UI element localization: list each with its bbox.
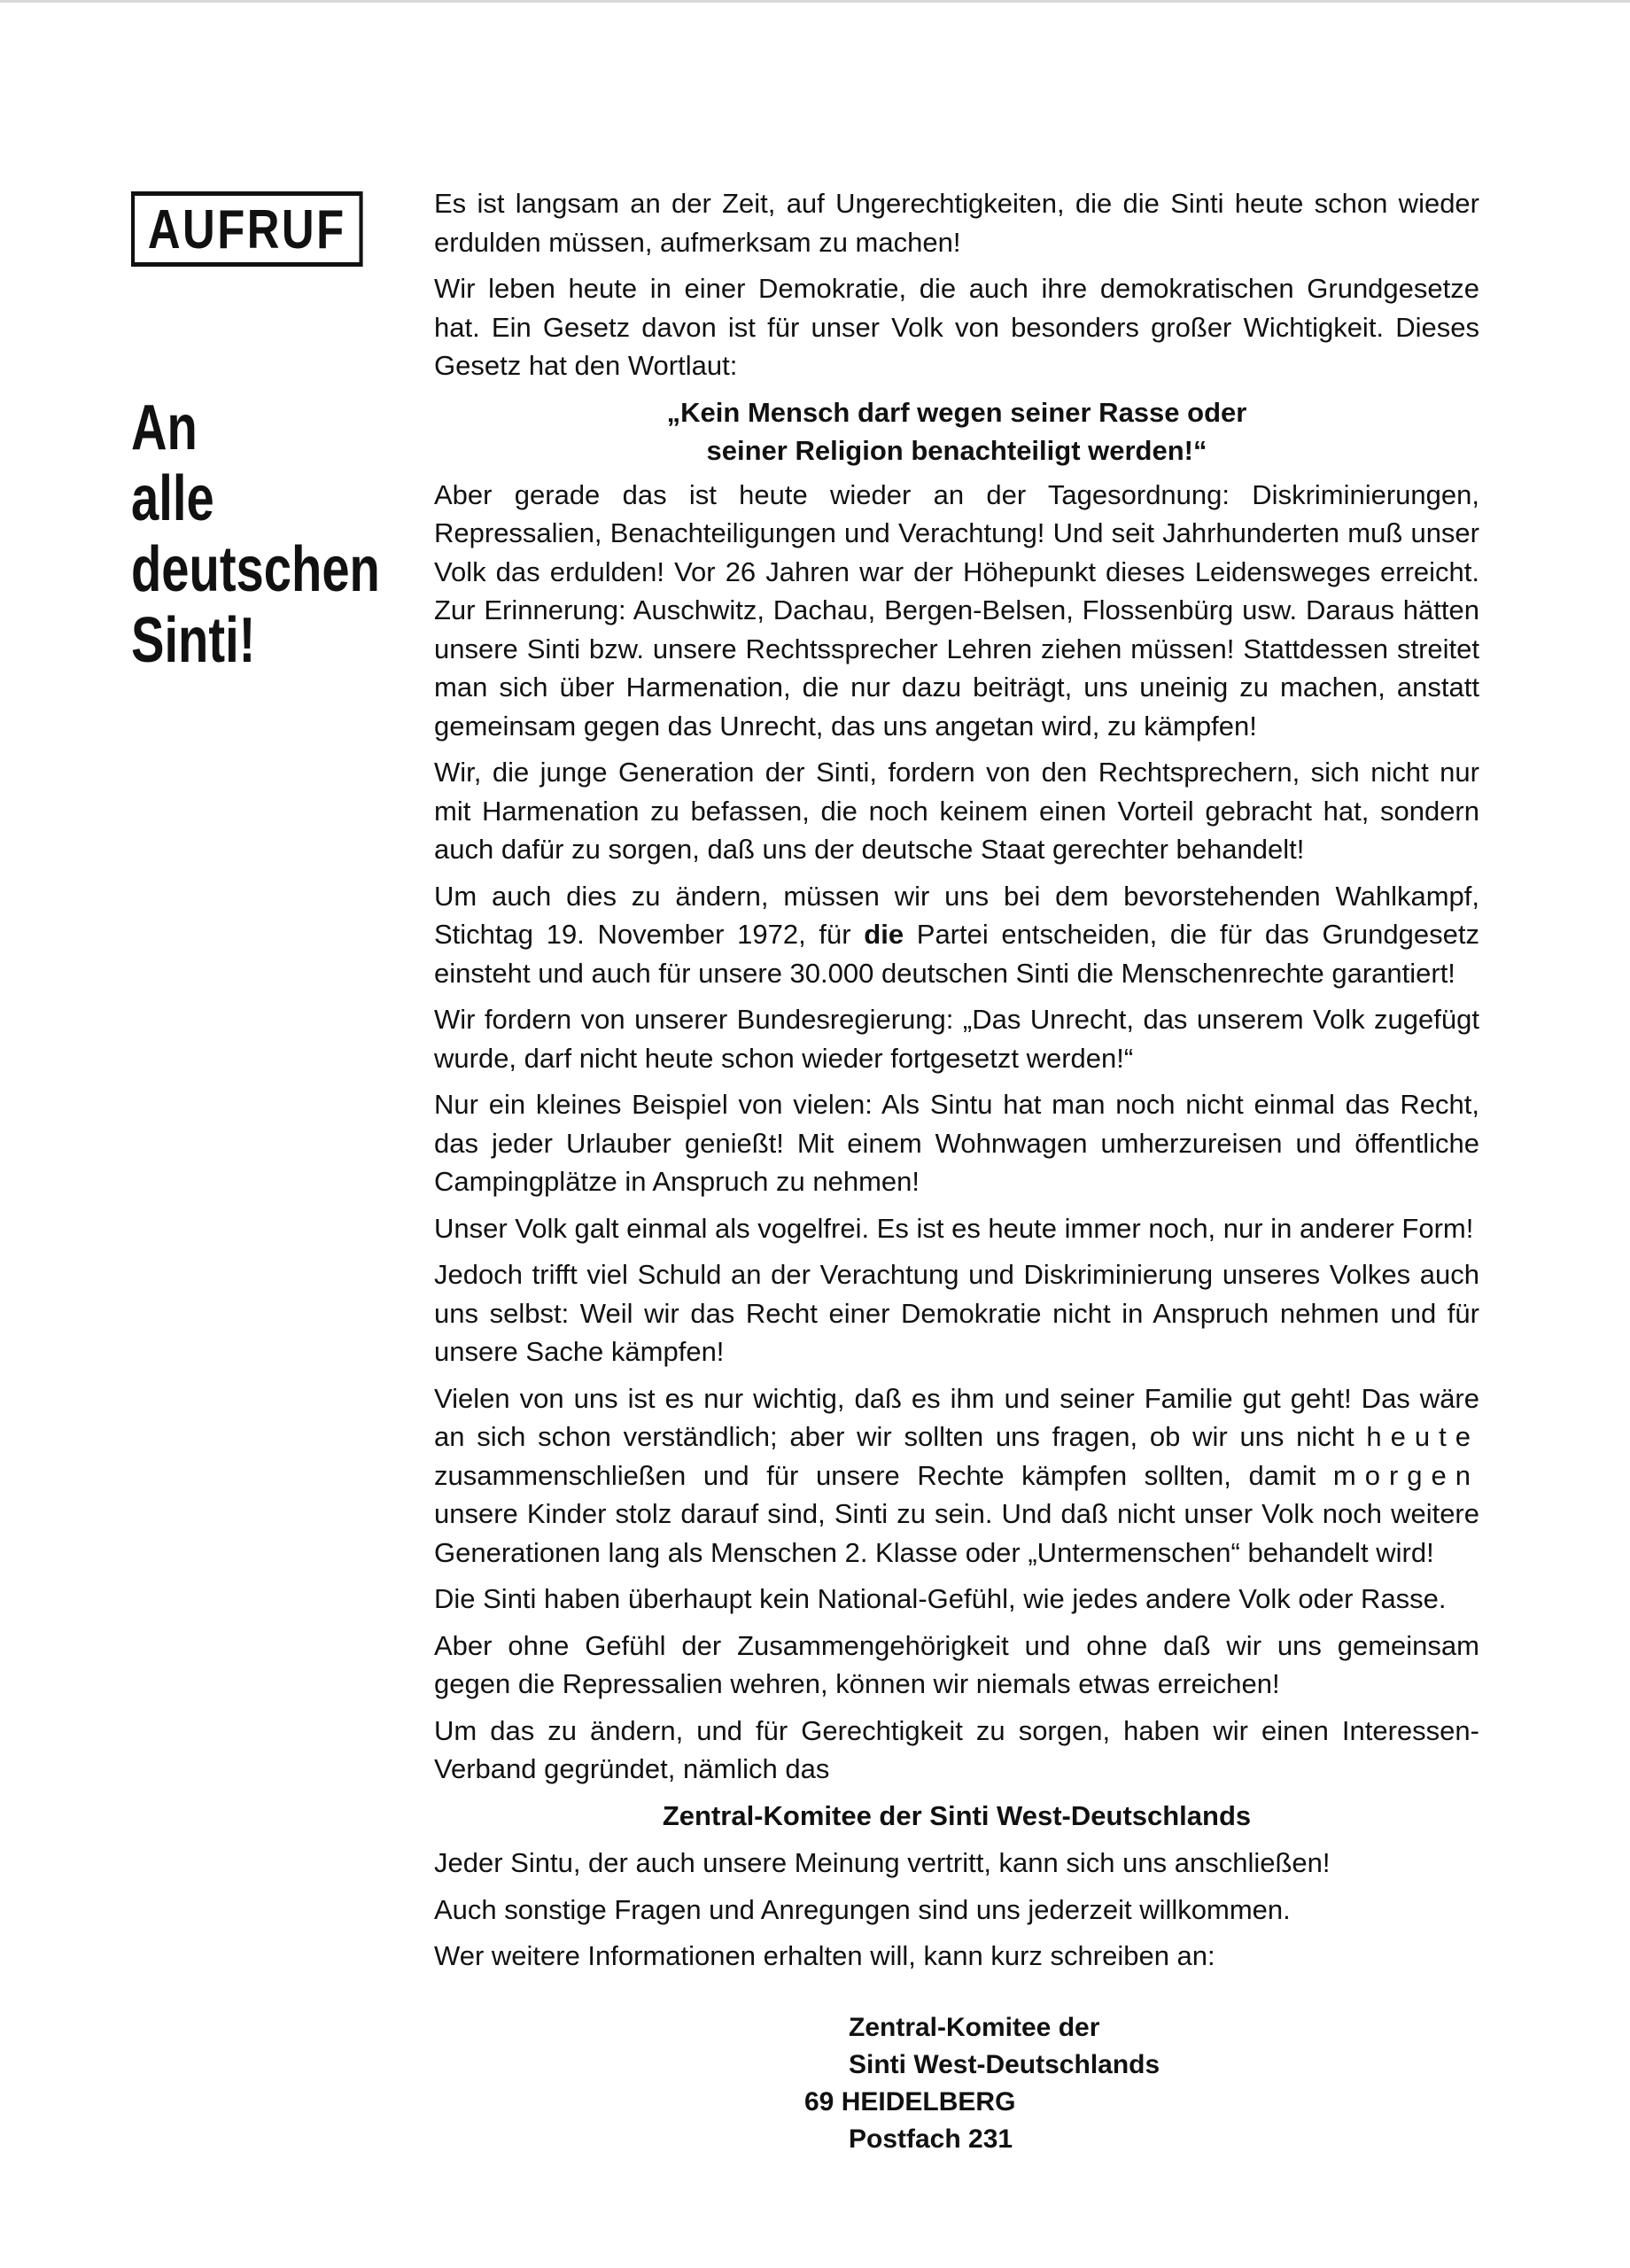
paragraph: Unser Volk galt einmal als vogelfrei. Es ist es heute immer noch, nur in anderer Form! (434, 1212, 1474, 1244)
top-edge-line (0, 0, 1630, 3)
paragraph: Wir leben heute in einer Demokratie, die auch ihre demokratischen Grundgesetze hat. Ein Gesetz davon ist für unser Volk von besonders großer Wichtigkeit. Dieses Gesetz hat den Wortlaut: (434, 273, 1479, 381)
emphasis-die: die (864, 919, 904, 950)
text-run: unsere Kinder stolz darauf sind, Sinti zu sein. Und daß nicht unser Volk noch weitere Generationen lang als Menschen 2. Klasse oder „Untermenschen“ behandelt wird! (434, 1498, 1479, 1568)
appeal-heading (131, 392, 393, 676)
address-city-line (804, 2084, 1160, 2121)
quote-line: „Kein Mensch darf wegen seiner Rasse oder (666, 396, 1247, 428)
paragraph: Wer weitere Informationen erhalten will, kann kurz schreiben an: (434, 1940, 1215, 1971)
paragraph: Die Sinti haben überhaupt kein National-Gefühl, wie jedes andere Volk oder Rasse. (434, 1583, 1447, 1614)
paragraph: Nur ein kleines Beispiel von vielen: Als Sintu hat man noch nicht einmal das Recht, das jeder Urlauber genießt! Mit einem Wohnwagen umherzureisen und öffentliche Campingplätze in Anspruch zu nehmen! (434, 1089, 1479, 1197)
text-run: Vielen von uns ist es nur wichtig, daß es ihm und seiner Familie gut geht! Das wäre an sich schon verständlich; aber wir sollten uns fragen, ob wir uns nicht (434, 1382, 1479, 1452)
emphasis-heute: heute (1366, 1421, 1479, 1452)
paragraph: Aber gerade das ist heute wieder an der Tagesordnung: Diskriminierungen, Repressalien, Benachteiligungen und Verachtung! Und seit Jahrhunderten muß unser Volk das erdulden! Vor 26 Jahren war der Höhepunkt dieses Leidensweges erreicht. Zur Erinnerung: Auschwitz, Dachau, Bergen-Belsen, Flossenbürg usw. Daraus hätten unsere Sinti bzw. unsere Rechtssprecher Lehren ziehen müssen! Stattdessen streitet man sich über Harmenation, die nur dazu beiträgt, uns uneinig zu machen, anstatt gemeinsam gegen das Unrecht, das uns angetan wird, zu kämpfen! (434, 478, 1479, 742)
appeal-line: Sinti! (131, 605, 256, 677)
postcode: 69 (804, 2087, 834, 2117)
organization-name: Zentral-Komitee der Sinti West-Deutschlands (662, 1799, 1252, 1831)
paragraph: Wir, die junge Generation der Sinti, fordern von den Rechtsprechern, sich nicht nur mit Harmenation zu befassen, die noch keinem einen Vorteil gebracht hat, sondern auch dafür zu sorgen, daß uns der deutsche Staat gerechter behandelt! (434, 757, 1479, 865)
sidebar (131, 191, 388, 676)
main-text (434, 184, 1479, 1984)
paragraph: Jedoch trifft viel Schuld an der Verachtung und Diskriminierung unseres Volkes auch uns selbst: Weil wir das Recht einer Demokratie nicht in Anspruch nehmen und für unsere Sache kämpfen! (434, 1259, 1479, 1367)
address-pobox: Postfach 231 (849, 2124, 1013, 2154)
quote-line: seiner Religion benachteiligt werden!“ (706, 435, 1207, 466)
appeal-line: An (131, 392, 198, 464)
paragraph: Es ist langsam an der Zeit, auf Ungerechtigkeiten, die die Sinti heute schon wieder erdulden müssen, aufmerksam zu machen! (434, 188, 1479, 258)
address-line: Zentral-Komitee der (849, 2013, 1100, 2042)
paragraph: Um das zu ändern, und für Gerechtigkeit zu sorgen, haben wir einen Interessen-Verband gegründet, nämlich das (434, 1714, 1479, 1784)
city: HEIDELBERG (841, 2087, 1016, 2117)
paragraph: Jeder Sintu, der auch unsere Meinung vertritt, kann sich uns anschließen! (434, 1847, 1331, 1878)
emphasis-morgen: morgen (1332, 1459, 1479, 1491)
aufruf-badge: AUFRUF (131, 191, 362, 267)
paragraph (434, 1379, 1479, 1573)
address-line: Sinti West-Deutschlands (849, 2050, 1160, 2079)
paragraph: Wir fordern von unserer Bundesregierung: „Das Unrecht, das unserem Volk zugefügt wurde, darf nicht heute schon wieder fortgesetzt werden!“ (434, 1004, 1479, 1074)
paragraph (434, 877, 1479, 993)
appeal-line: alle (131, 463, 214, 535)
postal-address (804, 2009, 1160, 2158)
paragraph: Aber ohne Gefühl der Zusammengehörigkeit und ohne daß wir uns gemeinsam gegen die Repressalien wehren, können wir niemals etwas erreichen! (434, 1629, 1479, 1699)
law-quote (434, 393, 1479, 470)
text-run: Um auch dies zu ändern, müssen wir uns bei dem bevorstehenden Wahlkampf, Stichtag 19. November 1972, für (434, 880, 1479, 950)
text-run: Partei entscheiden, die für das Grundgesetz einsteht und auch für unsere 30.000 deutschen Sinti die Menschenrechte garantiert! (434, 919, 1479, 989)
paragraph: Auch sonstige Fragen und Anregungen sind uns jederzeit willkommen. (434, 1893, 1291, 1925)
appeal-line: deutschen (131, 534, 380, 606)
text-run: zusammenschließen und für unsere Rechte kämpfen sollten, damit (434, 1459, 1333, 1491)
